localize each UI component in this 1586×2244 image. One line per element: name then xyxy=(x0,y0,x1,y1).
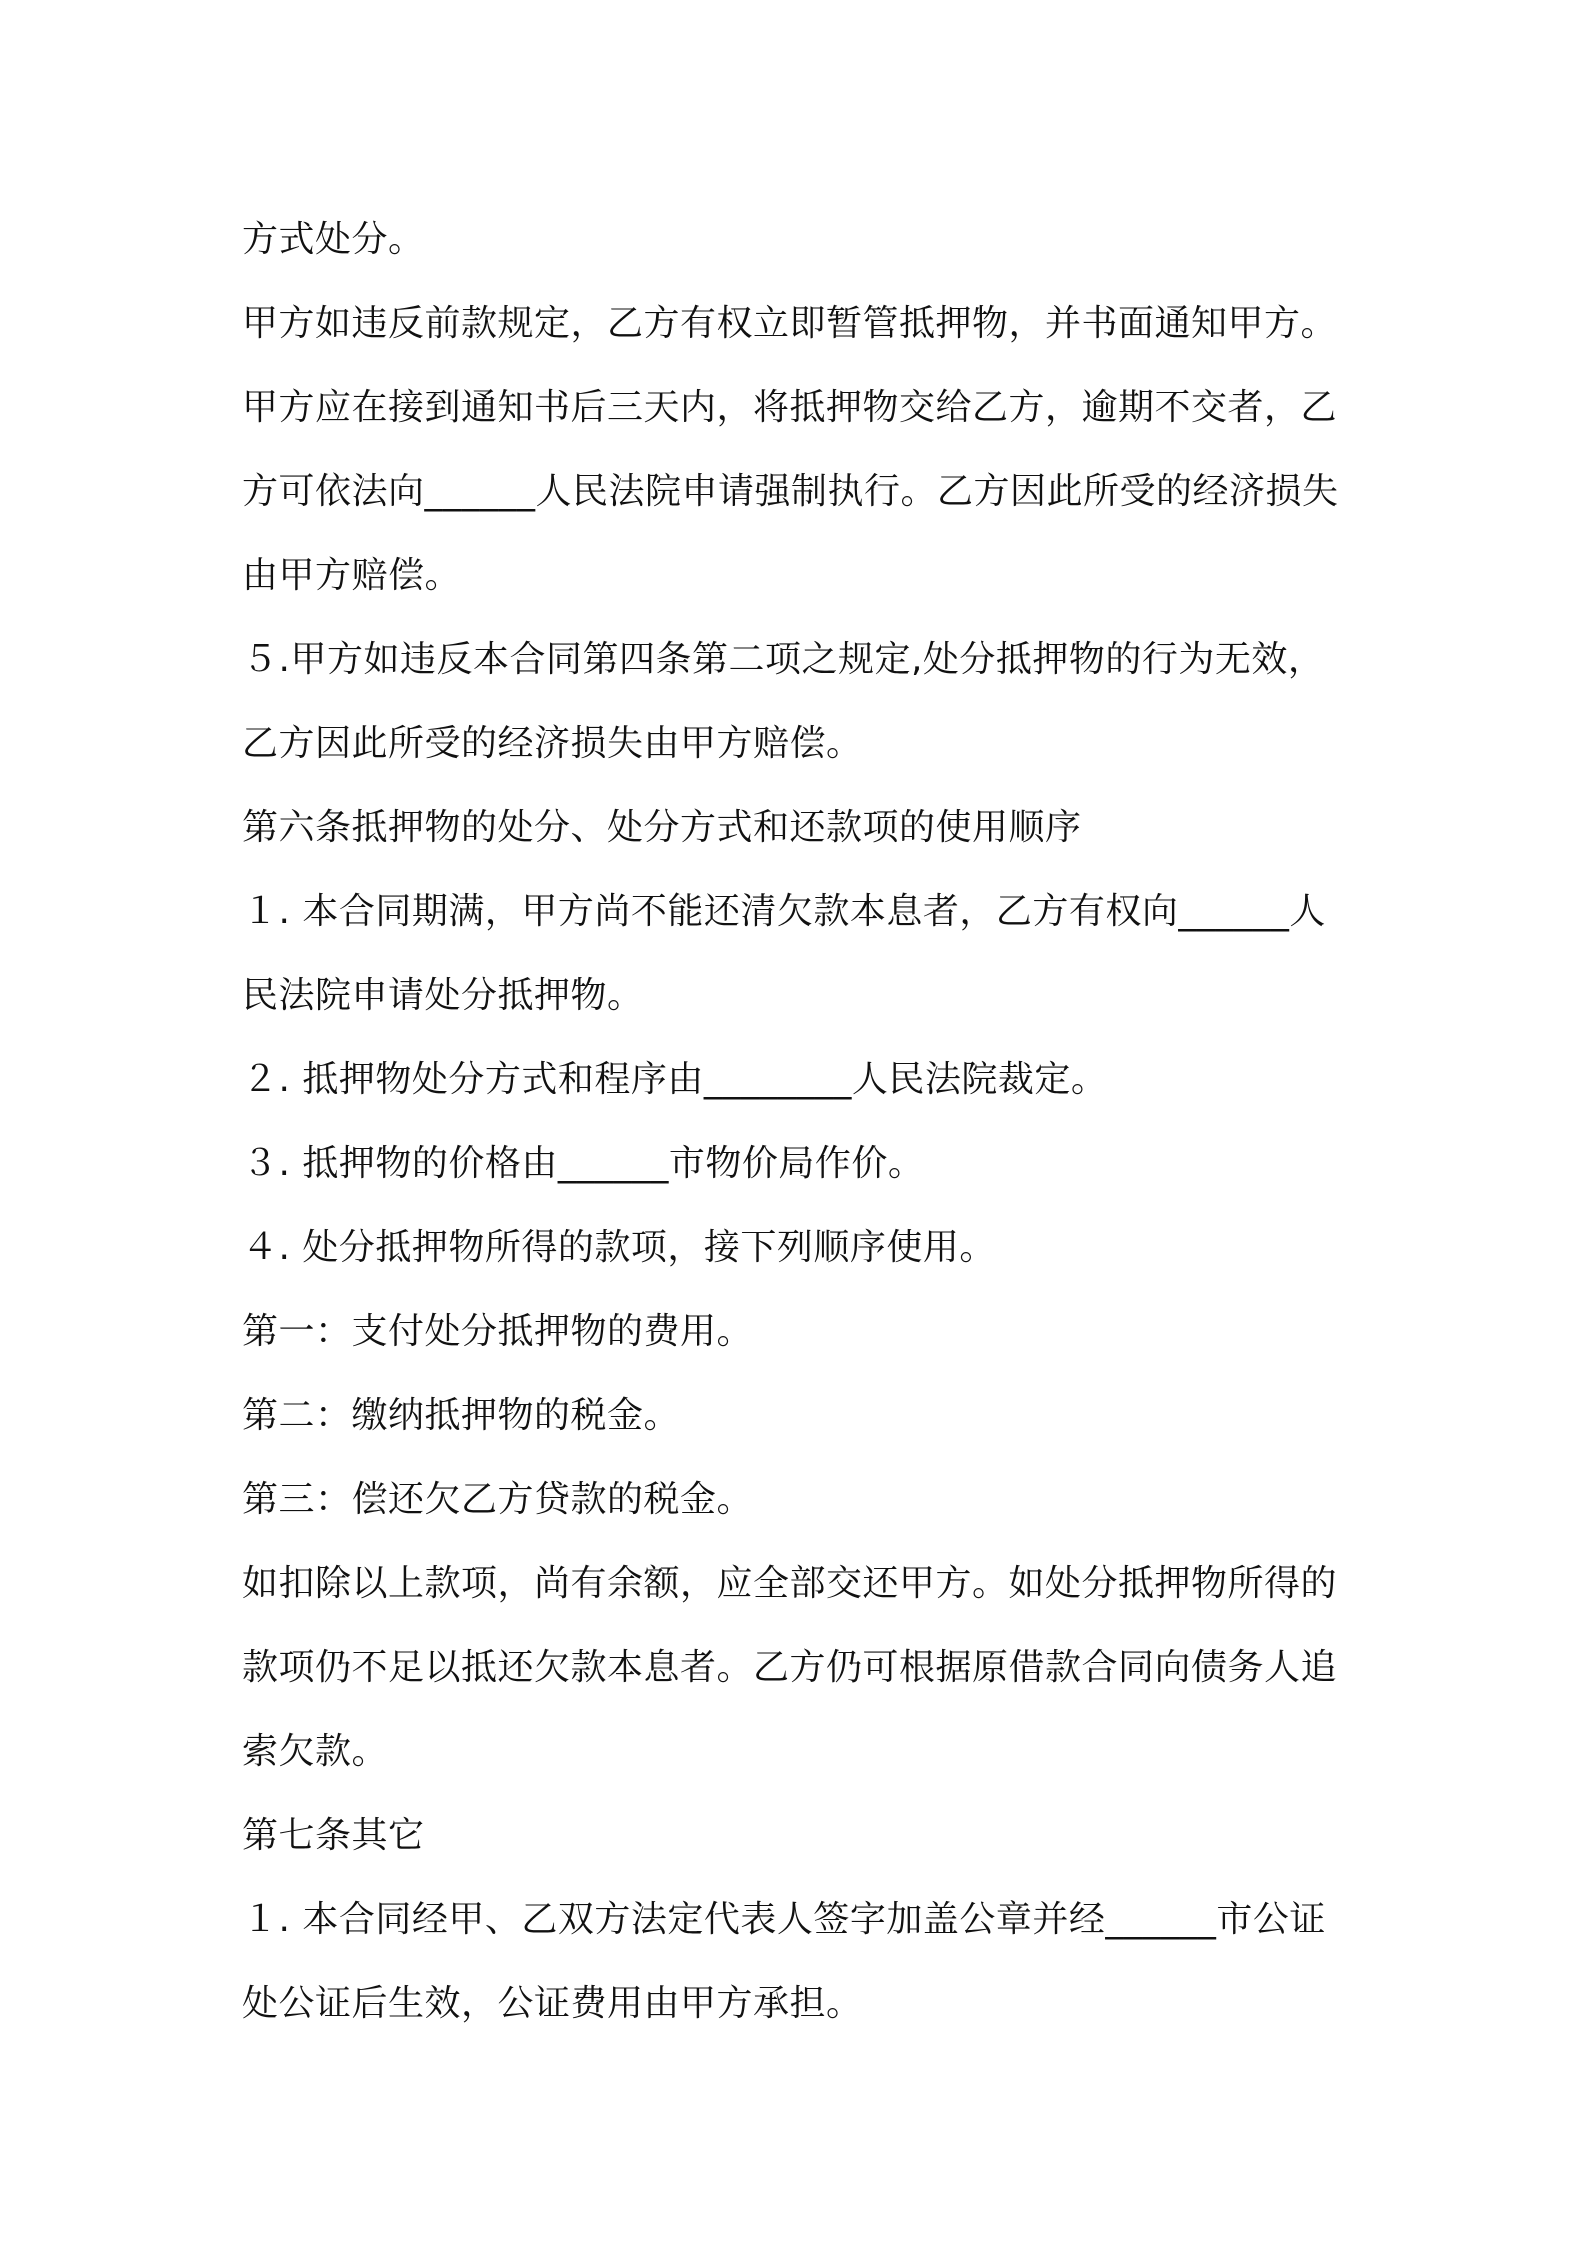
text-line: 民法院申请处分抵押物。 xyxy=(242,975,644,1016)
document-body xyxy=(242,198,1362,2046)
text-line: 由甲方赔偿。 xyxy=(242,555,462,596)
text-line: 第三：偿还欠乙方贷款的税金。 xyxy=(242,1479,754,1520)
text-line: 第一：支付处分抵押物的费用。 xyxy=(242,1311,754,1352)
section-heading: 第七条其它 xyxy=(242,1815,425,1856)
text-line: 索欠款。 xyxy=(242,1731,389,1772)
text-line: ３. 抵押物的价格由______市物价局作价。 xyxy=(242,1143,925,1184)
text-line: 甲方如违反前款规定，乙方有权立即暂管抵押物，并书面通知甲方。 xyxy=(242,303,1338,344)
text-line: １. 本合同期满，甲方尚不能还清欠款本息者，乙方有权向______人 xyxy=(242,891,1326,932)
text-line: 方可依法向______人民法院申请强制执行。乙方因此所受的经济损失 xyxy=(242,471,1339,512)
text-line: 款项仍不足以抵还欠款本息者。乙方仍可根据原借款合同向债务人追 xyxy=(242,1647,1338,1688)
text-line: 甲方应在接到通知书后三天内，将抵押物交给乙方，逾期不交者，乙 xyxy=(242,387,1338,428)
text-line: 处公证后生效，公证费用由甲方承担。 xyxy=(242,1983,863,2024)
text-line: 方式处分。 xyxy=(242,219,425,260)
text-line: 第二：缴纳抵押物的税金。 xyxy=(242,1395,681,1436)
text-line: ２. 抵押物处分方式和程序由________人民法院裁定。 xyxy=(242,1059,1108,1100)
section-heading: 第六条抵押物的处分、处分方式和还款项的使用顺序 xyxy=(242,807,1082,848)
text-line: ５.甲方如违反本合同第四条第二项之规定,处分抵押物的行为无效， xyxy=(242,639,1325,680)
text-line: 乙方因此所受的经济损失由甲方赔偿。 xyxy=(242,723,863,764)
text-line: １. 本合同经甲、乙双方法定代表人签字加盖公章并经______市公证 xyxy=(242,1899,1326,1940)
text-line: ４. 处分抵押物所得的款项，接下列顺序使用。 xyxy=(242,1227,996,1268)
text-line: 如扣除以上款项，尚有余额，应全部交还甲方。如处分抵押物所得的 xyxy=(242,1563,1338,1604)
